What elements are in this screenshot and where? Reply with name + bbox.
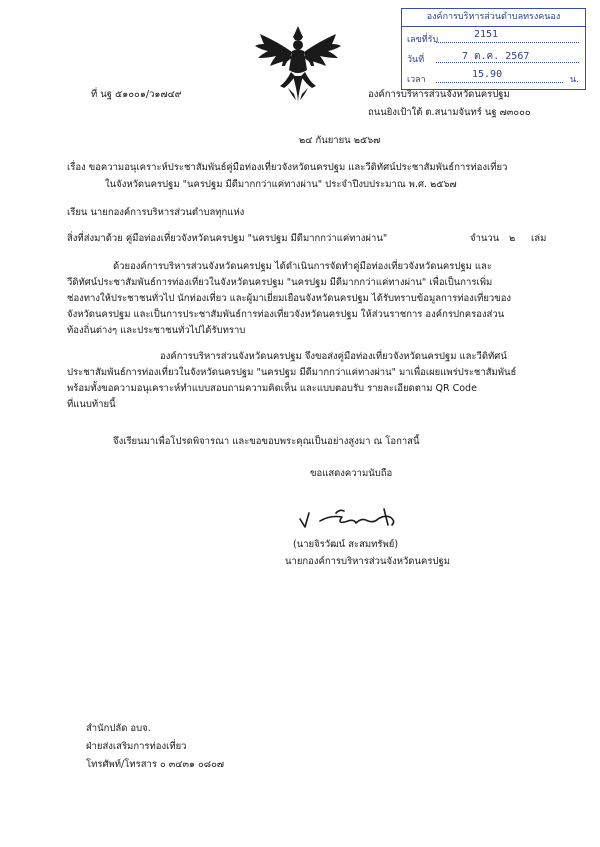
stamp-header: องค์การบริหารส่วนตำบลทรงคนอง: [402, 9, 585, 27]
document-number: ที่ นฐ ๕๑๐๐๑/ว๑๗๔๙: [91, 89, 182, 100]
recipient: เรียน นายกองค์การบริหารส่วนตำบลทุกแห่ง: [67, 207, 245, 218]
stamp-row-number: [402, 28, 585, 48]
stamp-value: 7 ต.ค. 2567: [462, 51, 530, 62]
sender-organization: องค์การบริหารส่วนจังหวัดนครปฐม: [368, 89, 510, 100]
subject-line-continued: ในจังหวัดนครปฐม "นครปฐม มีดีมากกว่าแค่ทางผ่าน" ประจำปีงบประมาณ พ.ศ. ๒๕๖๗: [105, 179, 457, 190]
stamp-suffix: น.: [569, 75, 579, 85]
paragraph-line: ช่องทางให้ประชาชนทั่วไป นักท่องเที่ยว และผู้มาเยี่ยมเยือนจังหวัดนครปฐม ได้รับทราบข้อมูลการท่องเที่ยวของ: [67, 293, 512, 304]
letter-date: ๒๔ กันยายน ๒๕๖๗: [299, 135, 381, 146]
paragraph-line: ที่แนบท้ายนี้: [67, 399, 116, 410]
paragraph-line: ประชาสัมพันธ์การท่องเที่ยวในจังหวัดนครปฐม "นครปฐม มีดีมากกว่าแค่ทางผ่าน" มาเพื่อเผยแพร่ประชาสัมพันธ์: [67, 367, 517, 378]
sender-address: ถนนยิงเป้าใต้ ต.สนามจันทร์ นฐ ๗๓๐๐๐: [368, 107, 531, 118]
body-paragraph-3: จึงเรียนมาเพื่อโปรดพิจารณา และขอขอบพระคุณเป็นอย่างสูงมา ณ โอกาสนี้: [113, 436, 420, 447]
enclosure-count-label: จำนวน: [470, 233, 500, 244]
enclosure-unit: เล่ม: [531, 233, 547, 244]
signatory-name: (นายจิรวัฒน์ สะสมทรัพย์): [293, 539, 399, 550]
stamp-row-date: [402, 48, 585, 68]
paragraph-line: ท้องถิ่นต่างๆ และประชาชนทั่วไปได้รับทราบ: [67, 325, 246, 336]
stamp-value: 2151: [474, 29, 499, 40]
footer-division: ฝ่ายส่งเสริมการท่องเที่ยว: [86, 741, 187, 752]
stamp-row-time: [402, 68, 585, 88]
stamp-value: 15.90: [472, 69, 503, 80]
closing-salutation: ขอแสดงความนับถือ: [310, 468, 393, 479]
stamp-label: วันที่: [407, 55, 425, 65]
paragraph-line: องค์การบริหารส่วนจังหวัดนครปฐม จึงขอส่งคู่มือท่องเที่ยวจังหวัดนครปฐม และวีดิทัศน์: [160, 351, 507, 362]
subject-line: เรื่อง ขอความอนุเคราะห์ประชาสัมพันธ์คู่มือท่องเที่ยวจังหวัดนครปฐม และวีดิทัศน์ประชาสัมพันธ์การท่องเที่ยว: [67, 162, 508, 173]
paragraph-line: พร้อมทั้งขอความอนุเคราะห์ทำแบบสอบถามความคิดเห็น และแบบตอบรับ รายละเอียดตาม QR Code: [67, 383, 477, 394]
footer-contact: โทรศัพท์/โทรสาร ๐ ๓๔๓๑ ๐๘๐๗: [86, 759, 225, 770]
paragraph-line: ด้วยองค์การบริหารส่วนจังหวัดนครปฐม ได้ดำเนินการจัดทำคู่มือท่องเที่ยวจังหวัดนครปฐม และ: [113, 261, 492, 272]
signatory-position: นายกองค์การบริหารส่วนจังหวัดนครปฐม: [285, 556, 450, 567]
enclosure-description: สิ่งที่ส่งมาด้วย คู่มือท่องเที่ยวจังหวัดนครปฐม "นครปฐม มีดีมากกว่าแค่ทางผ่าน": [67, 233, 388, 244]
body-paragraph-2: [67, 349, 516, 413]
stamp-label: เวลา: [407, 75, 426, 85]
enclosure-count: ๒: [509, 233, 516, 244]
garuda-emblem-icon: [252, 24, 344, 106]
receipt-stamp: [401, 8, 586, 90]
footer-office: สำนักปลัด อบจ.: [86, 723, 151, 734]
paragraph-line: วีดิทัศน์ประชาสัมพันธ์การท่องเที่ยวในจังหวัดนครปฐม "นครปฐม มีดีมากกว่าแค่ทางผ่าน" เพื่อเป็นการเพิ่ม: [67, 277, 493, 288]
body-paragraph-1: [67, 259, 511, 339]
paragraph-line: จังหวัดนครปฐม และเป็นการประชาสัมพันธ์การท่องเที่ยวจังหวัดนครปฐม ให้ส่วนราชการ องค์กรปกครองส่วน: [67, 309, 505, 320]
handwritten-signature: [296, 499, 416, 535]
stamp-label: เลขที่รับ: [407, 35, 439, 45]
